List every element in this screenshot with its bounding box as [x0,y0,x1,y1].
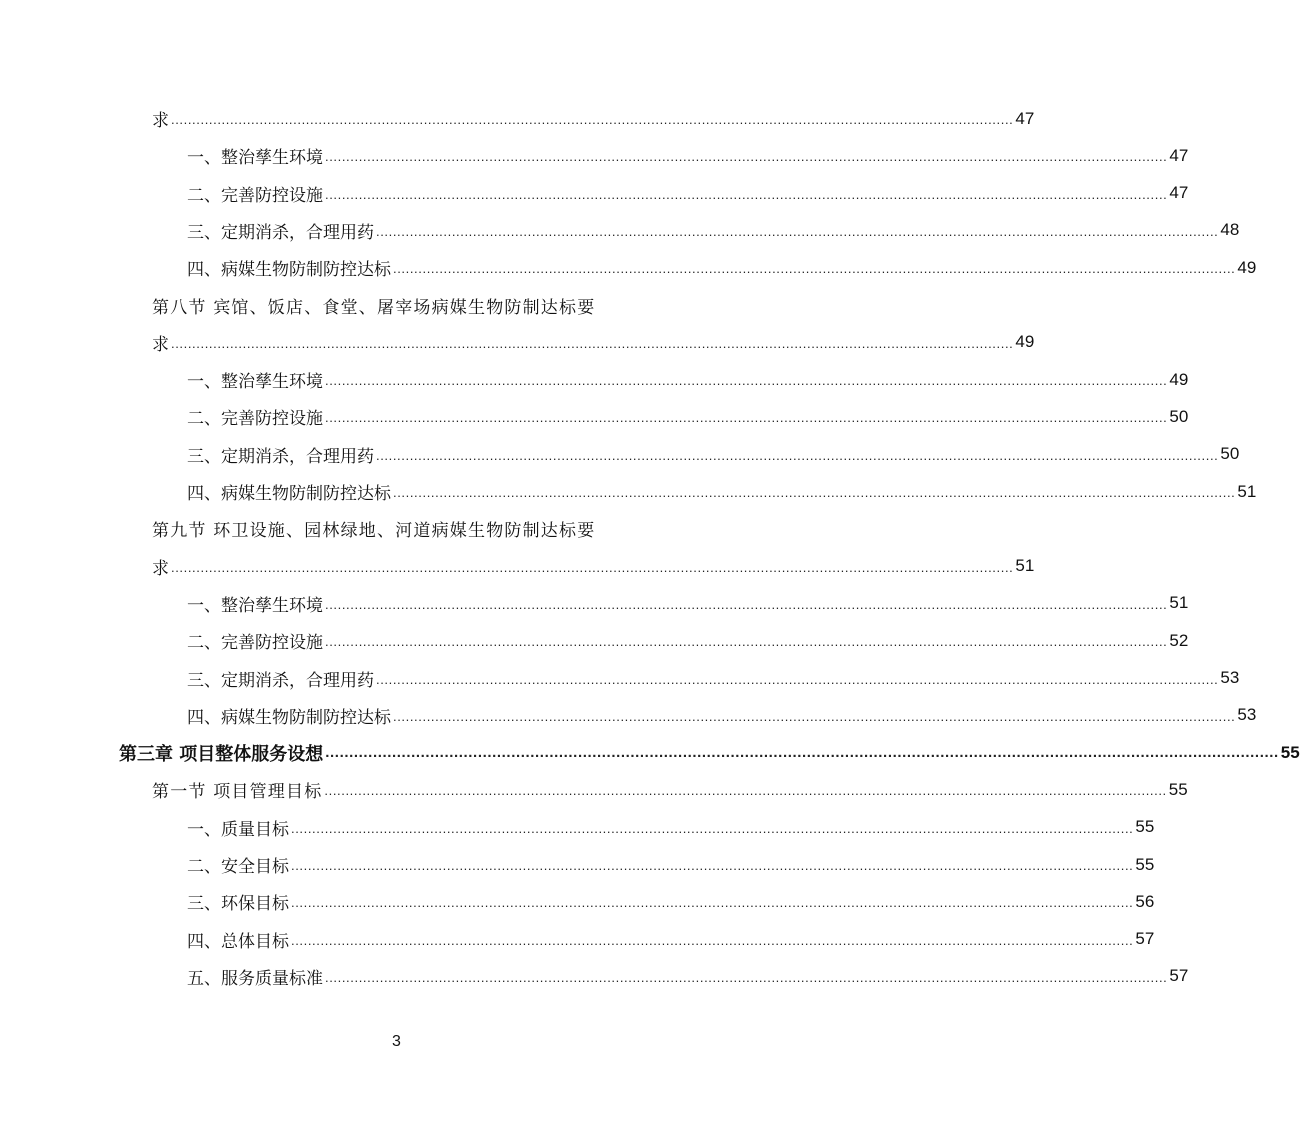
toc-entry-title: 三、环保目标 [187,894,289,915]
toc-entry[interactable] [187,846,1155,883]
toc-entry-page: 49 [1169,369,1189,389]
dot-leader: ........................................................................................................................................................................................................ [393,261,1236,277]
toc-entry[interactable] [187,622,1189,659]
toc-entry-page: 50 [1220,444,1240,464]
toc-entry-page: 49 [1237,257,1257,277]
dot-leader: ........................................................................................................................................................................................................ [291,895,1134,911]
toc-entry[interactable] [152,324,1035,361]
toc-entry-title: 三、定期消杀，合理用药 [187,222,374,243]
toc-entry[interactable] [152,771,1188,808]
dot-leader: ........................................................................................................................................................................................................ [325,373,1168,389]
toc-entry[interactable] [152,548,1035,585]
toc-entry-page: 51 [1237,481,1257,501]
toc-entry[interactable] [187,212,1240,249]
toc-entry-page: 55 [1135,817,1155,837]
toc-entry-title: 第三章 项目整体服务设想 [119,743,324,765]
toc-entry-page: 52 [1169,630,1189,650]
dot-leader: ........................................................................................................................................................................................................ [171,559,1014,575]
toc-entry[interactable] [187,436,1240,473]
toc-entry-title: 第八节 宾馆、饭店、食堂、屠宰场病媒生物防制达标要 [152,297,596,318]
dot-leader: ........................................................................................................................................................................................................ [291,820,1134,836]
dot-leader: ........................................................................................................................................................................................................ [325,744,1279,762]
toc-entry[interactable] [187,958,1189,995]
toc-entry[interactable] [187,697,1257,734]
toc-entry-page: 47 [1015,108,1035,128]
toc-entry [152,287,672,324]
toc-entry[interactable] [187,398,1189,435]
toc-entry-title: 求 [152,111,169,131]
toc-entry[interactable] [187,175,1189,212]
dot-leader: ........................................................................................................................................................................................................ [171,112,1014,127]
dot-leader: ........................................................................................................................................................................................................ [325,596,1168,612]
toc-entry-title: 求 [152,334,169,355]
toc-entry-page: 57 [1135,929,1155,949]
toc-entry-title: 一、整治孳生环境 [187,372,323,393]
toc-entry-title: 三、定期消杀，合理用药 [187,446,374,467]
dot-leader: ........................................................................................................................................................................................................ [393,485,1236,500]
toc-entry-title: 五、服务质量标准 [187,968,323,989]
toc-entry[interactable] [152,100,1035,137]
toc-entry-title: 第一节 项目管理目标 [152,782,323,803]
toc-entry-title: 一、质量目标 [187,819,289,840]
toc-entry-page: 47 [1169,183,1189,203]
dot-leader: ........................................................................................................................................................................................................ [393,708,1236,724]
dot-leader: ........................................................................................................................................................................................................ [376,671,1219,687]
dot-leader: ........................................................................................................................................................................................................ [324,783,1167,799]
toc-entry-title: 四、总体目标 [187,931,289,952]
toc-entry-page: 55 [1280,742,1300,762]
dot-leader: ........................................................................................................................................................................................................ [171,335,1014,351]
toc-entry[interactable] [187,361,1189,398]
toc-entry-title: 四、病媒生物防制防控达标 [187,260,391,281]
toc-entry-title: 四、病媒生物防制防控达标 [187,707,391,728]
toc-entry-title: 一、整治孳生环境 [187,595,323,616]
toc-entry-title: 二、完善防控设施 [187,633,323,654]
toc-entry[interactable] [187,473,1257,510]
toc-entry-title: 求 [152,558,169,579]
toc-entry-page: 48 [1220,220,1240,240]
toc-entry[interactable] [119,734,1300,771]
dot-leader: ........................................................................................................................................................................................................ [376,447,1219,463]
toc-entry-page: 50 [1169,406,1189,426]
dot-leader: ........................................................................................................................................................................................................ [325,149,1168,165]
toc-entry[interactable] [187,660,1240,697]
toc-entry-page: 51 [1015,556,1035,576]
toc-entry-title: 四、病媒生物防制防控达标 [187,484,391,504]
toc-entry[interactable] [187,921,1155,958]
toc-entry-title: 三、定期消杀，合理用药 [187,670,374,691]
toc-entry[interactable] [187,137,1189,174]
toc-entry-title: 二、安全目标 [187,857,289,877]
toc-entry-page: 47 [1169,145,1189,165]
toc-entry-page: 55 [1168,779,1188,799]
toc-entry-title: 第九节 环卫设施、园林绿地、河道病媒生物防制达标要 [152,521,596,542]
dot-leader: ........................................................................................................................................................................................................ [325,186,1168,202]
toc-entry-title: 二、完善防控设施 [187,409,323,430]
toc-entry[interactable] [187,249,1257,286]
dot-leader: ........................................................................................................................................................................................................ [376,223,1219,239]
toc-entry-page: 49 [1015,332,1035,352]
toc-entry-page: 53 [1237,705,1257,725]
toc-entry[interactable] [187,585,1189,622]
toc-entry[interactable] [187,883,1155,920]
toc-entry-page: 57 [1169,966,1189,986]
dot-leader: ........................................................................................................................................................................................................ [325,969,1168,985]
dot-leader: ........................................................................................................................................................................................................ [325,410,1168,426]
toc-entry-title: 二、完善防控设施 [187,185,323,206]
dot-leader: ........................................................................................................................................................................................................ [291,932,1134,948]
toc-entry-page: 53 [1220,668,1240,687]
toc-entry-page: 55 [1135,854,1155,874]
toc-entry [152,510,672,547]
page-number: 3 [392,1033,401,1050]
toc-entry-page: 56 [1135,891,1155,911]
dot-leader: ........................................................................................................................................................................................................ [325,634,1168,650]
toc-entry[interactable] [187,809,1155,846]
dot-leader: ........................................................................................................................................................................................................ [291,858,1134,873]
toc-entry-page: 51 [1169,593,1189,613]
toc-entry-title: 一、整治孳生环境 [187,148,323,169]
